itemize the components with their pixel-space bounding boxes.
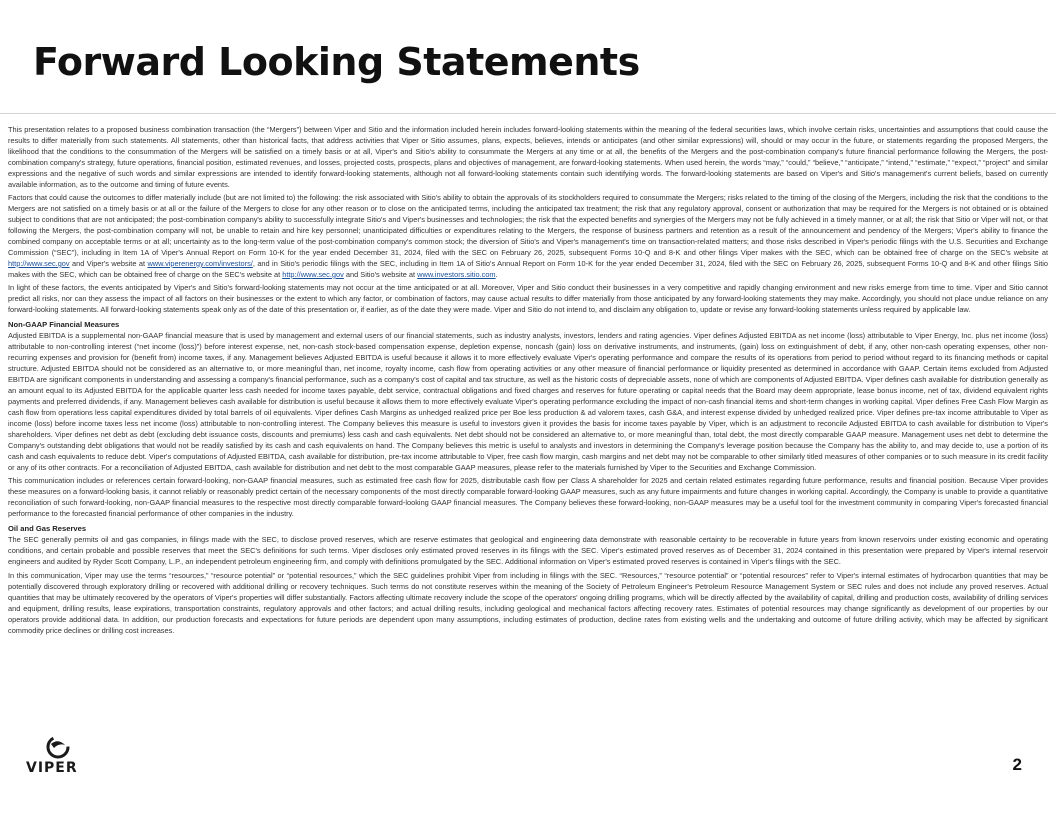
paragraph-proved-reserves: The SEC generally permits oil and gas companies, in filings made with the SEC, to disclose proved reserves, which are reserve estimates that geological and engineering data demonstrate with reasonable certainty to be recoverable in future years from known reservoirs under existing economic and operating conditions, and certain probable and possible reserves that meet the SEC's definitions for such terms. Viper discloses only estimated proved reserves in its filings with the SEC. Viper's estimated proved reserves as of December 31, 2024 contained in this presentation were prepared by Viper's internal reservoir engineers and audited by Ryder Scott Company, L.P., an independent petroleum engineering firm, and comply with definitions promulgated by the SEC. Additional information on Viper's estimated proved reserves is contained in Viper's filings with the SEC.	[8, 535, 1048, 567]
paragraph-forward-looking: This presentation relates to a proposed business combination transaction (the “Mergers”) between Viper and Sitio and the information included herein includes forward-looking statements within the meaning of the federal securities laws, which involve certain risks, uncertainties and assumptions that could cause the results to differ materially from such statements. All statements, other than historical facts, that address activities that Viper or Sitio assumes, plans, expects, believes, intends or anticipates (and other similar expressions) will, should or may occur in the future, or statements regarding the proposed Mergers, the likelihood that the conditions to the consummation of the Mergers will be satisfied on a timely basis or at all, Viper's and Sitio's ability to consummate the Mergers at any time or at all, the benefits of the Mergers and the post-combination company's future financial performance following the Mergers, the post-combination company's strategy, future operations, financial position, estimated revenues, and losses, projected costs, prospects, plans and objectives of management, are forward-looking statements. When used herein, the words “may,” “could,” “believe,” “anticipate,” “intend,” “estimate,” “expect,” “project” and similar expressions and the negative of such words and similar expressions are intended to identify forward-looking statements, although not all forward-looking statements contain such identifying words. The forward-looking statements are based on Viper's and Sitio's management's current beliefs, based on currently available information, as to the outcome and timing of future events.	[8, 125, 1048, 189]
page-number: 2	[1012, 755, 1022, 774]
viper-swirl-icon	[45, 735, 71, 759]
paragraph-resources: In this communication, Viper may use the terms “resources,” “resource potential” or “potential resources,” which the SEC guidelines prohibit Viper from including in filings with the SEC. “Resources,” “resource potential” or “potential resources” refer to Viper's internal estimates of hydrocarbon quantities that may be potentially discovered through exploratory drilling or recovered with additional drilling or recovery techniques. Such terms do not constitute reserves within the meaning of the Society of Petroleum Engineer's Petroleum Resource Management System or SEC rules and does not include any proved reserves. Actual quantities that may be ultimately recovered by the operators of Viper's properties will differ substantially. Factors affecting ultimate recovery include the scope of the operators' ongoing drilling programs, which will be directly affected by the availability of capital, drilling and production costs, availability of drilling services and equipment, drilling results, lease expirations, transportation constraints, regulatory approvals and other factors; and actual drilling results, including geological and mechanical factors affecting recovery rates. Estimates of potential resources may change significantly as development of our properties by our operators provide additional data. In addition, our production forecasts and expectations for future periods are dependent upon many assumptions, including estimates of production, decline rates from existing wells and the undertaking and outcome of future drilling activity, which may be affected by significant commodity price declines or drilling cost increases.	[8, 570, 1048, 635]
viper-logo	[26, 735, 90, 775]
paragraph-adjusted-ebitda: Adjusted EBITDA is a supplemental non-GAAP financial measure that is used by management and external users of our financial statements, such as industry analysts, investors, lenders and rating agencies. Viper defines Adjusted EBITDA as net income (loss) attributable to Viper Energy, Inc. plus net income (loss) attributable to non-controlling interest (“net income (loss)”) before interest expense, net, non-cash stock-based compensation expense, depletion expense, noncash (gain) loss on derivative instruments, and instruments, (gain) loss on extinguishment of debt, if any, other non-cash operating expenses, other non-recurring expenses and provision for (benefit from) income taxes, if any. Management believes Adjusted EBITDA is useful because it allows it to more effectively evaluate Viper's operating performance and compare the results of its operations from period to period without regard to its financing methods or capital structure. Adjusted EBITDA should not be considered as an alternative to, or more meaningful than, net income, royalty income, cash flow from operating activities or any other measure of financial performance or liquidity presented as determined in accordance with GAAP. Certain items excluded from Adjusted EBITDA are significant components in understanding and assessing a company's financial performance, such as a company's cost of capital and tax structure, as well as the historic costs of depreciable assets, none of which are components of Adjusted EBITDA. Viper defines cash available for distribution generally as an amount equal to its Adjusted EBITDA for the applicable quarter less cash needed for income taxes payable, debt service, contractual obligations and fixed charges and reserves for future operating or capital needs that the Board may deem appropriate, lease bonus income, net of tax, dividend equivalent rights payments and preferred dividends, if any. Management believes cash available for distribution is useful because it allows them to more effectively evaluate Viper's operating performance excluding the impact of non-cash financial items and short-term changes in working capital. Viper defines Free Cash Flow Margin as cash flow from operations less capital expenditures divided by total barrels of oil equivalents. Viper defines Cash Margins as unhedged realized price per Boe less production & ad valorem taxes, cash G&A, and interest expense divided by unhedged realized price. Viper defines pre-tax income attributable to Viper as income (loss) before income taxes less net income (loss) attributable to non-controlling interest. The Company believes this measure is useful to investors given it provides the basis for income taxes payable by Viper, which is an adjustment to reconcile Adjusted EBITDA to cash available for distribution to Viper's shareholders. Viper defines net debt as debt (excluding debt issuance costs, discounts and premiums) less cash and cash equivalents. Net debt should not be considered an alternative to, or more meaningful than, total debt, the most directly comparable GAAP measure. Management uses net debt to determine the Company's outstanding debt obligations that would not be readily satisfied by its cash and cash equivalents on hand. The Company believes this metric is useful to analysts and investors in determining the Company's leverage position because the Company has the ability to, and may decide to, use a portion of its cash and cash equivalents to reduce debt. Viper's computations of Adjusted EBITDA, cash available for distribution, pre-tax income attributable to Viper, free cash flow margin, cash margins and net debt may not be comparable to other similarly titled measures of other companies or to such measure in its credit facility or any of its other contracts. For a reconciliation of Adjusted EBITDA, cash available for distribution and net debt to the most comparable GAAP measures, please refer to the materials furnished by Viper to the Securities and Exchange Commission.	[8, 331, 1048, 472]
heading-non-gaap: Non-GAAP Financial Measures	[8, 320, 120, 330]
paragraph-forward-non-gaap: This communication includes or references certain forward-looking, non-GAAP financial measures, such as estimated free cash flow for 2025, distributable cash flow per Class A shareholder for 2025 and certain related estimates regarding future performance, results and financial position. Because Viper provides these measures on a forward-looking basis, it cannot reliably or reasonably predict certain of the necessary components of the most directly comparable forward-looking GAAP measures, such as any future impairments and future changes in working capital. Accordingly, the Company is unable to provide a quantitative reconciliation of such forward-looking, non-GAAP financial measures to the respective most directly comparable forward-looking GAAP financial measures. The Company believes these forward-looking, non-GAAP measures may be a useful tool for the investment community in comparing Viper's forecasted financial performance to the forecasted financial performance of other companies in the industry.	[8, 476, 1048, 519]
sitio-investors-link[interactable]: www.investors.sitio.com	[417, 269, 496, 279]
logo-wordmark: VIPER	[26, 760, 78, 776]
viper-investors-link[interactable]: www.viperenergy.com/investors/	[147, 258, 253, 268]
sec-website-link-2[interactable]: http://www.sec.gov	[282, 269, 344, 279]
disclaimer-body	[8, 125, 1048, 735]
paragraph-disclaimer: In light of these factors, the events anticipated by Viper's and Sitio's forward-looking statements may not occur at the time anticipated or at all. Moreover, Viper and Sitio conduct their businesses in a very competitive and rapidly changing environment and new risks emerge from time to time. Viper and Sitio cannot predict all risks, nor can they assess the impact of all factors on their businesses or the extent to which any factor, or combination of factors, may cause actual results to differ materially from those anticipated by any forward-looking statements they may make. Accordingly, you should not place undue reliance on any forward-looking statements. All forward-looking statements speak only as of the date of this presentation or, if earlier, as of the date they were made. Viper and Sitio do not intend to, and disclaim any obligation to, update or revise any forward-looking statements unless required by applicable law.	[8, 283, 1048, 315]
slide-title: Forward Looking Statements	[33, 40, 640, 84]
paragraph-risk-factors: Factors that could cause the outcomes to differ materially include (but are not limited to) the following: the risk associated with Sitio's ability to obtain the approvals of its stockholders required to consummate the Mergers; risks related to the timing of the closing of the Mergers, including the risk that the conditions to the Mergers are not satisfied on a timely basis or at all or the failure of the Mergers to close for any other reason or to close on the anticipated terms, including the anticipated tax treatment; the risk that any regulatory approval, consent or authorization that may be required for the Mergers is not obtained or is obtained subject to conditions that are not anticipated; the post-combination company's ability to successfully integrate Sitio's and Viper's businesses and technologies; the risk that the expected benefits and synergies of the Mergers may not be fully achieved in a timely manner, or at all; the risk that Sitio or Viper will not, or that following the Mergers, the post-combination company will not, be unable to retain and hire key personnel; unanticipated difficulties or expenditures relating to the Mergers, the response of business partners and retention as a result of the announcement and pendency of the Mergers; Viper's ability to finance the combined company on acceptable terms or at all; uncertainty as to the long-term value of the post-combination company's common stock; the diversion of Sitio's and Viper's management's time on transaction-related matters; and those risks described in Viper's periodic filings with the U.S. Securities and Exchange Commission (“SEC”), including in Item 1A of Viper's Annual Report on Form 10-K for the year ended December 31, 2024, filed with the SEC on February 26, 2025, subsequent Forms 10-Q and 8-K and other filings Viper makes with the SEC, which can be obtained free of charge on the SEC's website at http://www.sec.gov and Viper's website at www.viperenergy.com/investors/, and in Sitio's periodic filings with the SEC, including in Item 1A of Sitio's Annual Report on Form 10-K for the year ended December 31, 2024, filed with the SEC on February 26, 2025, subsequent Forms 10-Q and 8-K and other filings Sitio makes with the SEC, which can be obtained free of charge on the SEC's website at http://www.sec.gov and Sitio's website at www.investors.sitio.com.	[8, 193, 1048, 279]
sec-website-link[interactable]: http://www.sec.gov	[8, 258, 70, 268]
title-divider	[0, 113, 1056, 114]
heading-oil-gas-reserves: Oil and Gas Reserves	[8, 524, 87, 534]
